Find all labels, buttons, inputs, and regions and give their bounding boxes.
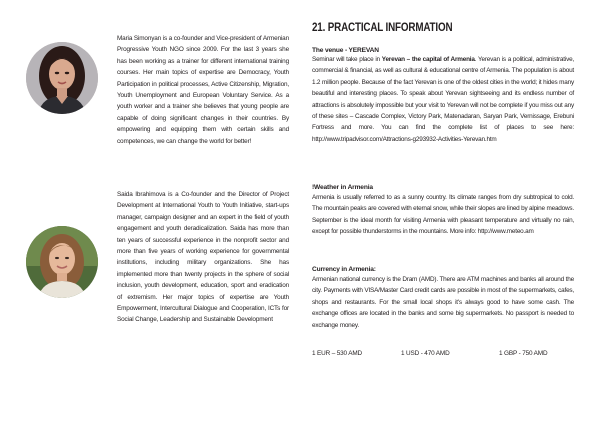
venue-paragraph xyxy=(312,54,574,145)
venue-rest: . Yerevan is a political, administrative, commercial & financial, as well as cultural & educational centre of Armenia. The population is about 1.2 million people. Because of the fact Yerevan is one of the oldest cities in the world; it hides many beautiful and interesting places. To speak about Yerevan sightseeing and its endless number of attractions is absolutely impossible but your visit to Yerevan will not be complete if you miss out any of these sites – Cascade Complex, Victory Park, Matenadaran, Saryan Park, Vernissage, Erebuni Fortress and more. You can find the complete list of places to see here: http://www.tripadvisor.com/Attractions-g293932-Activities-Yerevan.htm xyxy=(312,56,574,143)
portrait-saida-ibrahimova xyxy=(26,226,98,298)
weather-paragraph: Armenia is usually referred to as a sunny country. Its climate ranges from dry subtropical to cold. The mountain peaks are covered with eternal snow, while their slopes are lined by alpine meadows. September is the ideal month for visiting Armenia with pleasant temperature and virtually no rain, except for possible thunderstorms in the mountains. More info: http://www.meteo.am xyxy=(312,194,574,236)
portrait-maria-simonyan xyxy=(26,42,98,114)
bio-maria-simonyan: Maria Simonyan is a co-founder and Vice-president of Armenian Progressive Youth NGO since 2009. For the last 3 years she has been working as a trainer for different international training courses. Her main topics of expertise are Democracy, Youth Participation in political processes, Active Citizenship, Migration, Youth Unemployment and European Voluntary Service. As a youth worker and a trainer she believes that young people are capable of doing significant changes in their countries. By empowering and equipping them with certain skills and competences, we can change the world for better! xyxy=(117,35,289,145)
currency-heading: Currency in Armenia: xyxy=(312,266,376,273)
venue-lead: Seminar will take place in xyxy=(312,56,382,63)
section-title: 21. PRACTICAL INFORMATION xyxy=(312,20,453,34)
venue-heading: The venue - YEREVAN xyxy=(312,47,379,54)
rate-usd: 1 USD - 470 AMD xyxy=(401,350,450,357)
bio-saida-ibrahimova: Saida Ibrahimova is a Co-founder and the Director of Project Development at International Youth to Youth Initiative, start-ups manager, campaign designer and an expert in the field of youth engagement and youth deradicalization. Saida has more than ten years of successful experience in the nonprofit sector and more than five years of working experience for governmental institutions, including military organizations. She has implemented more than twenty projects in the sphere of social inclusion, youth development, education, sport and eradication of extremism. Her major topics of expertise are Youth Empowerment, Intercultural Dialogue and Cooperation, ICTs for Social Change, Leadership and Sustainable Development xyxy=(117,191,289,324)
rate-gbp: 1 GBP - 750 AMD xyxy=(499,350,548,357)
venue-capital: Yerevan – the capital of Armenia xyxy=(381,56,475,63)
currency-paragraph: Armenian national currency is the Dram (AMD). There are ATM machines and banks all around the city. Payments with VISA/Master Card credit cards are possible in most of the supermarkets, cafes, shops and restaurants. For the small local shops it's always good to have some cash. The exchange offices are located in the banks and some big supermarkets. No passport is needed to exchange money. xyxy=(312,276,574,329)
weather-heading: !Weather in Armenia xyxy=(312,184,373,191)
rate-eur: 1 EUR – 530 AMD xyxy=(312,350,362,357)
